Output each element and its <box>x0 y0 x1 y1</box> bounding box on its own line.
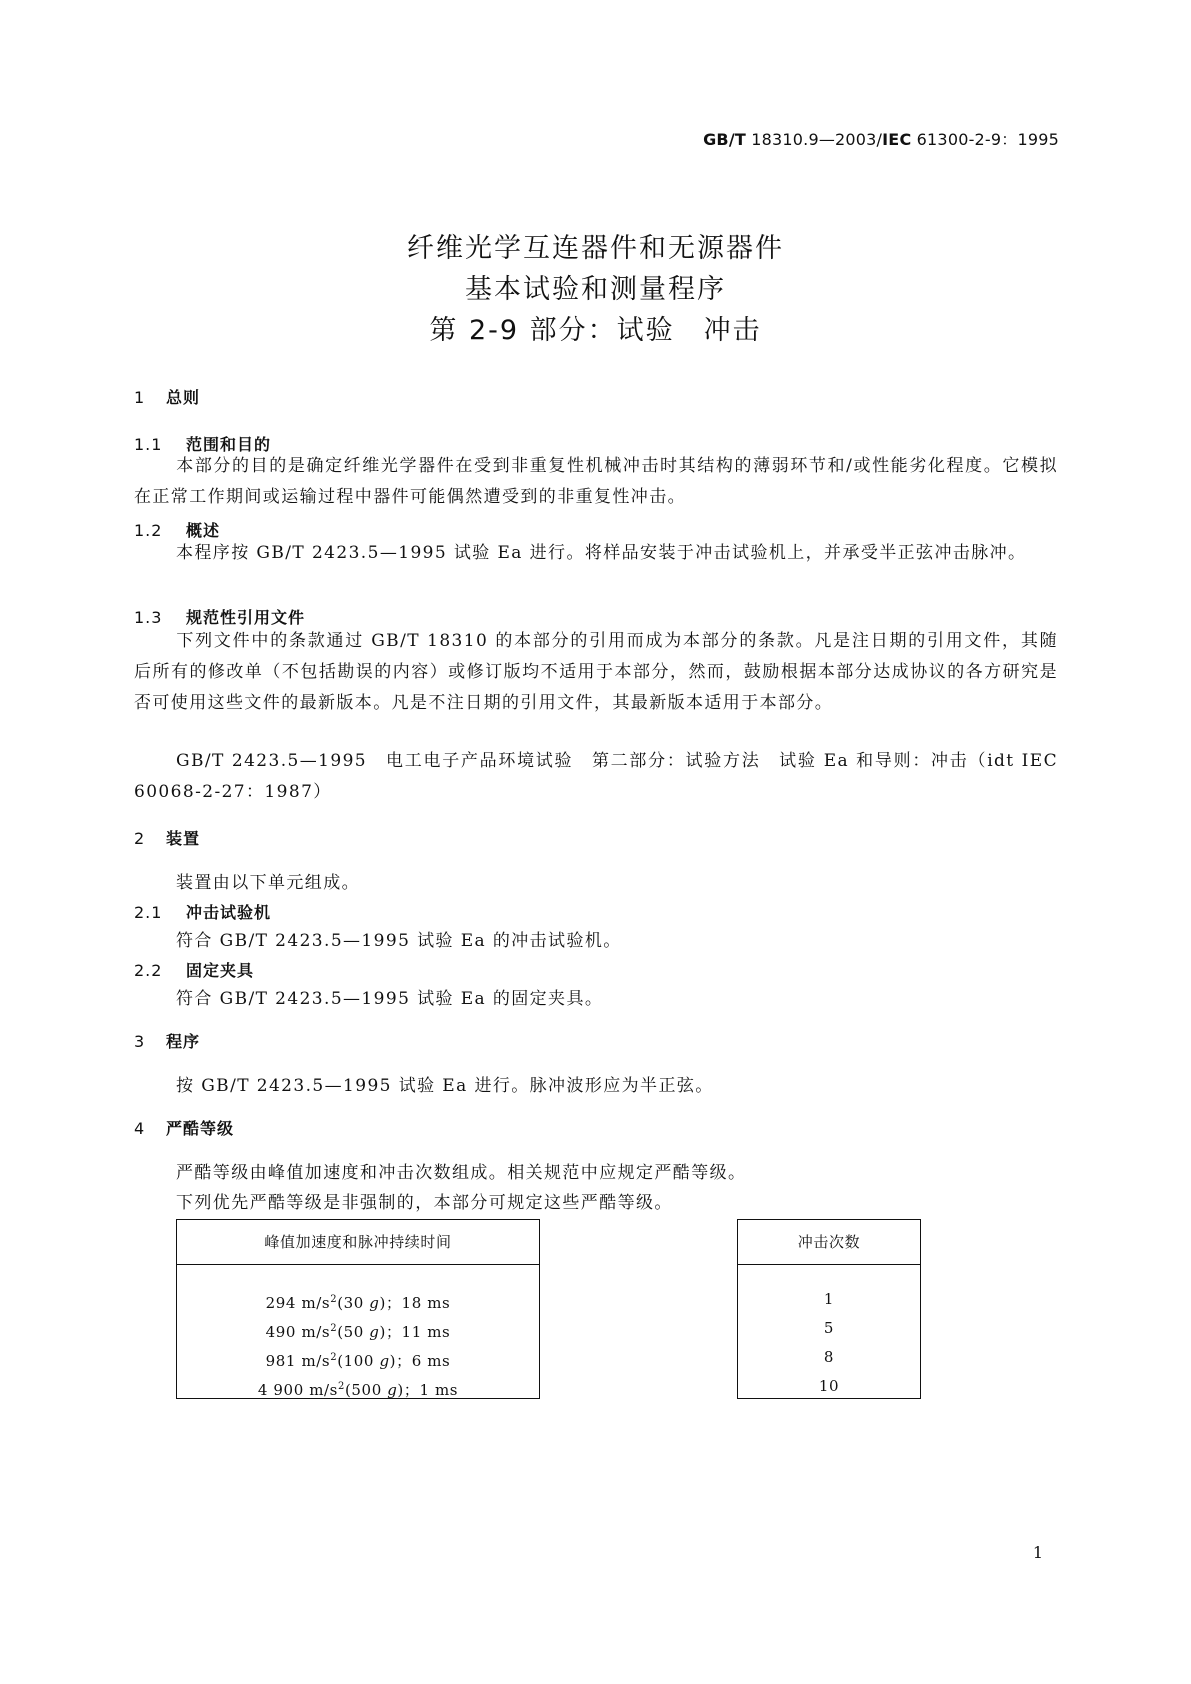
page-number: 1 <box>1032 1543 1043 1562</box>
section-2-1-text: 符合 GB/T 2423.5—1995 试验 Ea 的冲击试验机。 <box>176 931 622 951</box>
section-title: 冲击试验机 <box>186 903 272 922</box>
shock-count-table <box>737 1219 921 1399</box>
section-number: 2 <box>134 829 146 848</box>
section-3-heading <box>134 1029 200 1052</box>
shock-count-table-header: 冲击次数 <box>738 1220 920 1265</box>
title-line-1: 纤维光学互连器件和无源器件 <box>407 233 784 264</box>
section-number: 2.1 <box>134 903 163 922</box>
reference-text: GB/T 2423.5—1995 电工电子产品环境试验 第二部分：试验方法 试验 Ea 和导则：冲击（idt IEC 60068-2-27：1987） <box>134 751 1058 802</box>
normative-reference <box>134 746 1058 808</box>
paragraph-text: 本部分的目的是确定纤维光学器件在受到非重复性机械冲击时其结构的薄弱环节和/或性能劣化程度。它模拟在正常工作期间或运输过程中器件可能偶然遭受到的非重复性冲击。 <box>134 456 1058 507</box>
section-4-heading <box>134 1116 234 1139</box>
title-line-2: 基本试验和测量程序 <box>465 274 726 305</box>
table-row: 10 <box>818 1377 840 1395</box>
section-title: 概述 <box>186 521 221 540</box>
title-line-3: 第 2-9 部分：试验 冲击 <box>429 315 762 346</box>
document-title <box>0 228 1191 351</box>
section-4-text-1: 严酷等级由峰值加速度和冲击次数组成。相关规范中应规定严酷等级。 <box>176 1163 747 1183</box>
section-1-1-text <box>134 451 1058 513</box>
code-iec-number: 61300-2-9：1995 <box>911 130 1059 149</box>
section-title: 规范性引用文件 <box>186 608 306 627</box>
section-title: 严酷等级 <box>166 1119 235 1138</box>
acceleration-table <box>176 1219 540 1399</box>
section-title: 装置 <box>166 829 201 848</box>
paragraph-text: 本程序按 GB/T 2423.5—1995 试验 Ea 进行。将样品安装于冲击试验机上，并承受半正弦冲击脉冲。 <box>176 543 1027 563</box>
section-number: 1.3 <box>134 608 163 627</box>
acceleration-table-body <box>177 1265 539 1401</box>
section-1-3-heading <box>134 605 305 628</box>
section-number: 1 <box>134 388 146 407</box>
section-1-2-text <box>134 538 1058 569</box>
section-title: 程序 <box>166 1032 201 1051</box>
section-3-text: 按 GB/T 2423.5—1995 试验 Ea 进行。脉冲波形应为半正弦。 <box>176 1076 714 1096</box>
section-2-2-heading <box>134 958 254 981</box>
table-row: 4 900 $m/s^2(500$ g)；1 ms <box>257 1381 459 1399</box>
section-2-2-text: 符合 GB/T 2423.5—1995 试验 Ea 的固定夹具。 <box>176 989 604 1009</box>
table-row: 294 $m/s^2(30$ g)；18 ms <box>265 1294 451 1312</box>
code-iec: IEC <box>882 130 912 149</box>
section-1-heading <box>134 385 200 408</box>
section-number: 3 <box>134 1032 146 1051</box>
shock-count-table-body <box>738 1265 920 1401</box>
section-number: 4 <box>134 1119 146 1138</box>
section-number: 1.1 <box>134 435 163 454</box>
table-row: 490 $m/s^2(50$ g)；11 ms <box>265 1323 451 1341</box>
standard-code <box>703 127 1059 150</box>
section-2-1-heading <box>134 900 271 923</box>
table-row: 1 <box>823 1290 835 1308</box>
section-1-3-text <box>134 626 1058 719</box>
paragraph-text: 下列文件中的条款通过 GB/T 18310 的本部分的引用而成为本部分的条款。凡是注日期的引用文件，其随后所有的修改单（不包括勘误的内容）或修订版均不适用于本部分，然而，鼓励根据本部分达成协议的各方研究是否可使用这些文件的最新版本。凡是不注日期的引用文件，其最新版本适用于本部分。 <box>134 631 1058 713</box>
section-number: 1.2 <box>134 521 163 540</box>
section-title: 总则 <box>166 388 201 407</box>
section-2-text: 装置由以下单元组成。 <box>176 873 360 893</box>
section-4-text-2: 下列优先严酷等级是非强制的，本部分可规定这些严酷等级。 <box>176 1193 673 1213</box>
code-gbt: GB/T <box>703 130 746 149</box>
code-number: 18310.9—2003/ <box>745 130 883 149</box>
section-title: 固定夹具 <box>186 961 255 980</box>
table-row: 981 $m/s^2(100$ g)；6 ms <box>265 1352 451 1370</box>
acceleration-table-header: 峰值加速度和脉冲持续时间 <box>177 1220 539 1265</box>
section-title: 范围和目的 <box>186 435 272 454</box>
section-2-heading <box>134 826 200 849</box>
section-number: 2.2 <box>134 961 163 980</box>
table-row: 8 <box>823 1348 835 1366</box>
table-row: 5 <box>823 1319 835 1337</box>
